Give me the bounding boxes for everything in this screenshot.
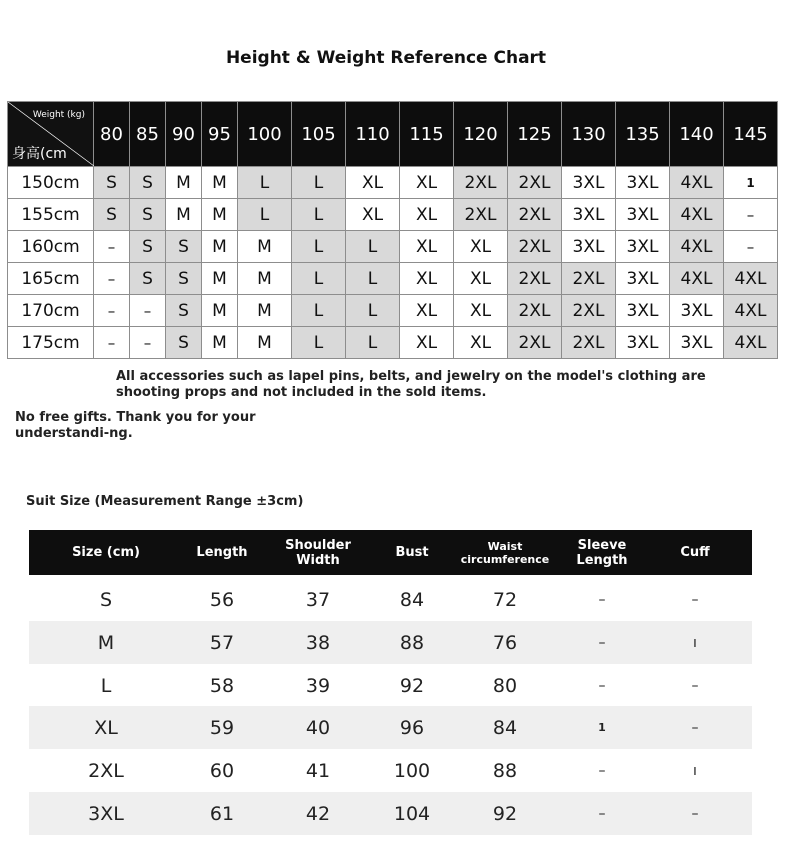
size-cell: 4XL (724, 327, 778, 359)
size-cell: S (130, 199, 166, 231)
suit-cell: 58 (209, 674, 235, 697)
size-cell: 2XL (562, 327, 616, 359)
size-cell: XL (454, 327, 508, 359)
accessories-note: All accessories such as lapel pins, belts, and jewelry on the model's clothing are shooting props and not included in the sold items. (116, 369, 706, 400)
size-cell: 3XL (616, 231, 670, 263)
size-cell: 3XL (562, 231, 616, 263)
size-cell: L (238, 199, 292, 231)
suit-cell: S (99, 588, 113, 611)
size-cell: M (202, 167, 238, 199)
size-cell: S (130, 231, 166, 263)
suit-cell: ı (693, 634, 697, 651)
gifts-note: No free gifts. Thank you for your understandi-ng. (15, 410, 256, 441)
suit-cell: 41 (305, 759, 331, 782)
suit-cell: 59 (209, 716, 235, 739)
size-cell: L (238, 167, 292, 199)
size-cell: 2XL (454, 199, 508, 231)
suit-cell: – (598, 677, 606, 694)
height-row-label: 155cm (8, 199, 94, 231)
suit-cell: 38 (305, 631, 331, 654)
size-cell: 4XL (670, 199, 724, 231)
table-row (8, 231, 778, 263)
table-row (8, 263, 778, 295)
size-cell: M (238, 263, 292, 295)
weight-header: 95 (202, 102, 238, 167)
suit-cell: – (691, 805, 699, 822)
size-cell: M (238, 231, 292, 263)
size-cell: M (238, 295, 292, 327)
size-cell: XL (454, 231, 508, 263)
size-cell: – (724, 231, 778, 263)
suit-cell: 100 (393, 759, 431, 782)
size-cell: 3XL (670, 295, 724, 327)
height-row-label: 160cm (8, 231, 94, 263)
suit-cell: 42 (305, 802, 331, 825)
suit-table-header (29, 530, 752, 575)
suit-cell: 2XL (88, 759, 124, 782)
size-cell: L (292, 327, 346, 359)
suit-cell: 61 (209, 802, 235, 825)
size-cell: 2XL (508, 167, 562, 199)
weight-header: 125 (508, 102, 562, 167)
size-cell: S (166, 327, 202, 359)
size-cell: 2XL (508, 199, 562, 231)
table-row (8, 327, 778, 359)
suit-cell: – (598, 805, 606, 822)
suit-cell: ı (693, 762, 697, 779)
size-cell: XL (400, 295, 454, 327)
suit-cell: – (691, 591, 699, 608)
suit-size-title: Suit Size (Measurement Range ±3cm) (26, 494, 304, 509)
size-cell: M (238, 327, 292, 359)
suit-cell: – (598, 634, 606, 651)
size-cell: S (130, 167, 166, 199)
size-cell: XL (400, 199, 454, 231)
size-cell: XL (400, 263, 454, 295)
suit-cell: 57 (209, 631, 235, 654)
suit-cell: 56 (209, 588, 235, 611)
size-cell: M (202, 231, 238, 263)
suit-cell: – (598, 762, 606, 779)
suit-cell: XL (94, 716, 118, 739)
size-cell: – (94, 327, 130, 359)
size-cell: XL (400, 231, 454, 263)
suit-cell: 40 (305, 716, 331, 739)
suit-cell: – (691, 677, 699, 694)
suit-cell: 88 (399, 631, 425, 654)
suit-cell: 84 (399, 588, 425, 611)
height-row-label: 175cm (8, 327, 94, 359)
suit-cell: 76 (492, 631, 518, 654)
suit-cell: 92 (399, 674, 425, 697)
size-cell: 3XL (616, 167, 670, 199)
weight-header: 105 (292, 102, 346, 167)
size-cell: XL (454, 295, 508, 327)
size-cell: – (94, 295, 130, 327)
suit-cell: – (598, 591, 606, 608)
height-weight-table (7, 101, 778, 359)
size-cell: XL (346, 199, 400, 231)
size-cell: L (346, 231, 400, 263)
size-cell: 4XL (670, 167, 724, 199)
weight-header: 145 (724, 102, 778, 167)
weight-header: 135 (616, 102, 670, 167)
suit-cell: 3XL (88, 802, 124, 825)
size-cell: 4XL (724, 295, 778, 327)
size-cell: XL (400, 327, 454, 359)
size-cell: M (166, 199, 202, 231)
size-cell: L (346, 295, 400, 327)
suit-cell: 1 (598, 721, 606, 734)
height-row-label: 150cm (8, 167, 94, 199)
size-cell: 4XL (670, 263, 724, 295)
size-cell: XL (346, 167, 400, 199)
size-cell: 2XL (508, 327, 562, 359)
table-row (29, 749, 752, 792)
size-cell: 2XL (562, 295, 616, 327)
suit-cell: 60 (209, 759, 235, 782)
size-cell: L (346, 327, 400, 359)
size-cell: M (202, 295, 238, 327)
table-corner (8, 102, 94, 167)
weight-header: 80 (94, 102, 130, 167)
size-cell: 2XL (508, 231, 562, 263)
size-cell: L (292, 263, 346, 295)
suit-header-cell: Bust (395, 545, 429, 560)
size-cell: – (130, 327, 166, 359)
size-cell: 1 (724, 167, 778, 199)
size-cell: L (292, 167, 346, 199)
size-cell: M (202, 263, 238, 295)
size-cell: 3XL (670, 327, 724, 359)
height-row-label: 170cm (8, 295, 94, 327)
table-row (29, 706, 752, 749)
size-cell: S (166, 263, 202, 295)
suit-cell: L (100, 674, 112, 697)
size-cell: 2XL (508, 263, 562, 295)
table-row (8, 295, 778, 327)
table-row (8, 199, 778, 231)
size-cell: S (94, 199, 130, 231)
suit-cell: 88 (492, 759, 518, 782)
chart-title: Height & Weight Reference Chart (225, 48, 547, 68)
size-cell: L (346, 263, 400, 295)
size-cell: – (94, 263, 130, 295)
suit-cell: 92 (492, 802, 518, 825)
size-cell: 4XL (724, 263, 778, 295)
table-row (29, 664, 752, 707)
size-cell: L (292, 295, 346, 327)
table-row (29, 621, 752, 664)
suit-header-cell: Length (196, 545, 248, 560)
size-cell: XL (400, 167, 454, 199)
suit-header-cell: Sleeve Length (576, 537, 628, 568)
size-cell: 3XL (616, 263, 670, 295)
table-row (29, 792, 752, 835)
suit-cell: 37 (305, 588, 331, 611)
size-cell: 4XL (670, 231, 724, 263)
size-cell: XL (454, 263, 508, 295)
size-cell: L (292, 231, 346, 263)
size-cell: M (166, 167, 202, 199)
height-axis-label: 身高(cm (12, 146, 67, 162)
size-cell: 2XL (454, 167, 508, 199)
suit-cell: 72 (492, 588, 518, 611)
height-row-label: 165cm (8, 263, 94, 295)
size-cell: 3XL (616, 327, 670, 359)
suit-cell: 39 (305, 674, 331, 697)
suit-cell: 96 (399, 716, 425, 739)
size-cell: M (202, 199, 238, 231)
table-row (8, 167, 778, 199)
suit-cell: 84 (492, 716, 518, 739)
size-cell: 3XL (616, 199, 670, 231)
weight-header: 120 (454, 102, 508, 167)
suit-header-cell: Cuff (680, 545, 710, 560)
suit-cell: 104 (393, 802, 431, 825)
size-cell: – (130, 295, 166, 327)
suit-header-cell: Shoulder Width (285, 537, 351, 568)
suit-header-cell: Size (cm) (72, 545, 140, 560)
weight-header: 85 (130, 102, 166, 167)
weight-header: 110 (346, 102, 400, 167)
size-cell: 2XL (508, 295, 562, 327)
weight-header: 100 (238, 102, 292, 167)
size-cell: M (202, 327, 238, 359)
size-cell: S (166, 295, 202, 327)
suit-cell: M (97, 631, 115, 654)
suit-header-cell: Waist circumference (460, 539, 550, 566)
table-row (29, 578, 752, 621)
weight-header: 130 (562, 102, 616, 167)
weight-header: 90 (166, 102, 202, 167)
size-cell: 3XL (616, 295, 670, 327)
size-cell: S (166, 231, 202, 263)
size-cell: – (724, 199, 778, 231)
size-cell: 2XL (562, 263, 616, 295)
size-cell: – (94, 231, 130, 263)
size-cell: 3XL (562, 167, 616, 199)
weight-axis-label: Weight (kg) (32, 110, 85, 120)
suit-cell: – (691, 719, 699, 736)
size-cell: S (94, 167, 130, 199)
suit-cell: 80 (492, 674, 518, 697)
size-cell: L (292, 199, 346, 231)
weight-header: 115 (400, 102, 454, 167)
size-cell: 3XL (562, 199, 616, 231)
size-cell: S (130, 263, 166, 295)
weight-header: 140 (670, 102, 724, 167)
